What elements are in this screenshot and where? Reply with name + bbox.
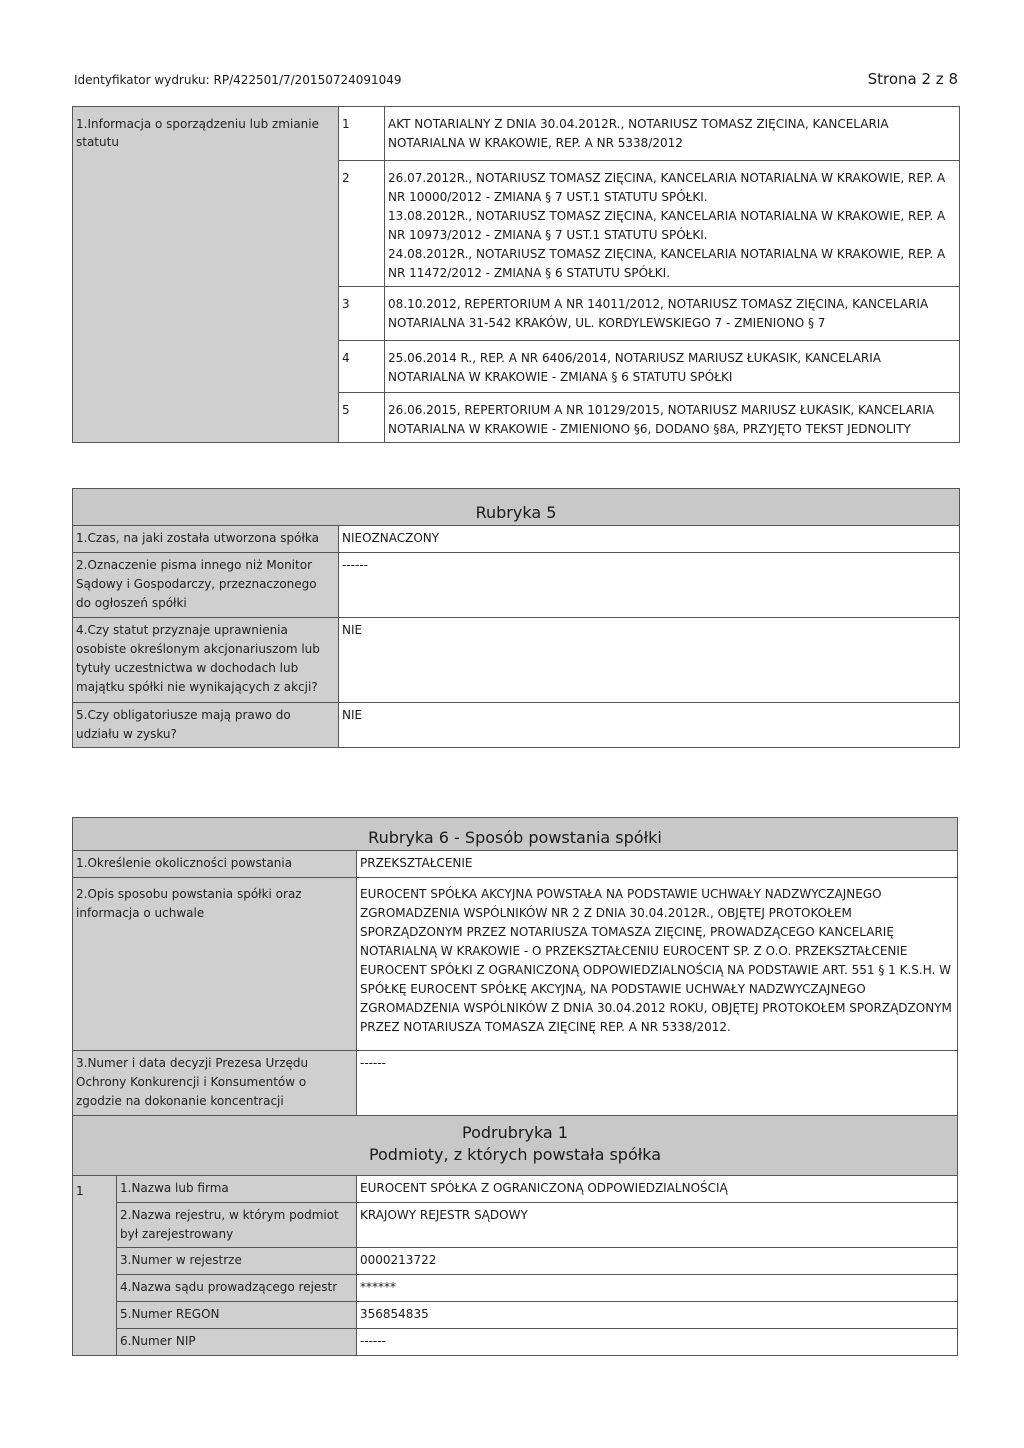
table-row [73, 1329, 958, 1356]
field-label: 3.Numer i data decyzji Prezesa Urzędu Ochrony Konkurencji i Konsumentów o zgodzie na dokonanie koncentracji [73, 1051, 357, 1116]
field-label: 3.Numer w rejestrze [117, 1248, 357, 1275]
field-value: 356854835 [357, 1302, 958, 1329]
field-label: 4.Czy statut przyznaje uprawnienia osobiste określonym akcjonariuszom lub tytuły uczestnictwa w dochodach lub majątku spółki nie wynikających z akcji? [73, 618, 339, 703]
statute-entry [385, 161, 960, 287]
statute-entry [385, 341, 960, 393]
field-value: PRZEKSZTAŁCENIE [357, 851, 958, 878]
table-row [73, 1176, 958, 1203]
table-row [73, 1248, 958, 1275]
field-label: 6.Numer NIP [117, 1329, 357, 1356]
entry-text: 13.08.2012R., NOTARIUSZ TOMASZ ZIĘCINA, KANCELARIA NOTARIALNA W KRAKOWIE, REP. A NR 10973/2012 - ZMIANA § 7 UST.1 STATUTU SPÓŁKI. [388, 209, 946, 242]
entry-text: 08.10.2012, REPERTORIUM A NR 14011/2012, NOTARIUSZ TOMASZ ZIĘCINA, KANCELARIA NOTARIALNA 31-542 KRAKÓW, UL. KORDYLEWSKIEGO 7 - ZMIENIONO § 7 [388, 297, 929, 330]
table-row [73, 1302, 958, 1329]
rubryka-6-table [72, 817, 958, 1356]
field-value: 0000213722 [357, 1248, 958, 1275]
field-value: NIE [339, 618, 960, 703]
subsection-subheading: Podmioty, z których powstała spółka [368, 1145, 662, 1164]
field-value: ------ [357, 1329, 958, 1356]
subsection-heading: Podrubryka 1 [462, 1123, 568, 1142]
entity-number: 1 [73, 1176, 117, 1356]
row-number: 2 [339, 161, 385, 287]
field-value: KRAJOWY REJESTR SĄDOWY [357, 1203, 958, 1248]
field-label: 5.Czy obligatoriusze mają prawo do udziału w zysku? [73, 703, 339, 748]
field-label: 4.Nazwa sądu prowadzącego rejestr [117, 1275, 357, 1302]
entry-text: 26.07.2012R., NOTARIUSZ TOMASZ ZIĘCINA, KANCELARIA NOTARIALNA W KRAKOWIE, REP. A NR 10000/2012 - ZMIANA § 7 UST.1 STATUTU SPÓŁKI. [388, 171, 946, 204]
print-identifier: Identyfikator wydruku: RP/422501/7/20150724091049 [74, 73, 402, 87]
subsection-title-row [73, 1116, 958, 1176]
table-row [73, 851, 958, 878]
field-value: ------ [357, 1051, 958, 1116]
field-value: ****** [357, 1275, 958, 1302]
section-title-row [73, 818, 958, 851]
field-value: ------ [339, 553, 960, 618]
table-row [73, 703, 960, 748]
section-title: Rubryka 6 - Sposób powstania spółki [73, 818, 958, 851]
field-value: EUROCENT SPÓŁKA Z OGRANICZONĄ ODPOWIEDZIALNOŚCIĄ [357, 1176, 958, 1203]
entry-text: 25.06.2014 R., REP. A NR 6406/2014, NOTARIUSZ MARIUSZ ŁUKASIK, KANCELARIA NOTARIALNA W KRAKOWIE - ZMIANA § 6 STATUTU SPÓŁKI [388, 351, 882, 384]
statute-entry [385, 393, 960, 443]
page-number: Strona 2 z 8 [867, 70, 958, 88]
row-number: 4 [339, 341, 385, 393]
field-label: 1.Czas, na jaki została utworzona spółka [73, 526, 339, 553]
table-row [73, 526, 960, 553]
field-label: 5.Numer REGON [117, 1302, 357, 1329]
row-number: 5 [339, 393, 385, 443]
table-row [73, 1275, 958, 1302]
subsection-title [73, 1116, 958, 1176]
field-label: 2.Nazwa rejestru, w którym podmiot był zarejestrowany [117, 1203, 357, 1248]
section-title: Rubryka 5 [73, 489, 960, 526]
entry-text: AKT NOTARIALNY Z DNIA 30.04.2012R., NOTARIUSZ TOMASZ ZIĘCINA, KANCELARIA NOTARIALNA W KRAKOWIE, REP. A NR 5338/2012 [388, 117, 889, 150]
row-number: 3 [339, 287, 385, 341]
entry-text: 26.06.2015, REPERTORIUM A NR 10129/2015, NOTARIUSZ MARIUSZ ŁUKASIK, KANCELARIA NOTARIALNA W KRAKOWIE - ZMIENIONO §6, DODANO §8A, PRZYJĘTO TEKST JEDNOLITY [388, 403, 935, 436]
table-row [73, 1203, 958, 1248]
statute-entry [385, 107, 960, 161]
statute-label: 1.Informacja o sporządzeniu lub zmianie statutu [73, 107, 339, 443]
field-value: NIEOZNACZONY [339, 526, 960, 553]
section-title-row [73, 489, 960, 526]
field-label: 1.Określenie okoliczności powstania [73, 851, 357, 878]
rubryka-5-table [72, 488, 960, 748]
field-value: NIE [339, 703, 960, 748]
row-number: 1 [339, 107, 385, 161]
field-label: 2.Oznaczenie pisma innego niż Monitor Sądowy i Gospodarczy, przeznaczonego do ogłoszeń spółki [73, 553, 339, 618]
table-row [73, 618, 960, 703]
field-value: EUROCENT SPÓŁKA AKCYJNA POWSTAŁA NA PODSTAWIE UCHWAŁY NADZWYCZAJNEGO ZGROMADZENIA WSPÓLNIKÓW NR 2 Z DNIA 30.04.2012R., OBJĘTEJ PROTOKOŁEM SPORZĄDZONYM PRZEZ NOTARIUSZA TOMASZA ZIĘCINĘ, PROWADZĄCEGO KANCELARIĘ NOTARIALNĄ W KRAKOWIE - O PRZEKSZTAŁCENIU EUROCENT SP. Z O.O. PRZEKSZTAŁCENIE EUROCENT SPÓŁKI Z OGRANICZONĄ ODPOWIEDZIALNOŚCIĄ NA PODSTAWIE ART. 551 § 1 K.S.H. W SPÓŁKĘ EUROCENT SPÓŁKĘ AKCYJNĄ, NA PODSTAWIE UCHWAŁY NADZWYCZAJNEGO ZGROMADZENIA WSPÓLNIKÓW Z DNIA 30.04.2012 ROKU, OBJĘTEJ PROTOKOŁEM SPORZĄDZONYM PRZEZ NOTARIUSZA TOMASZA ZIĘCINĘ REP. A NR 5338/2012. [357, 878, 958, 1051]
statute-table [72, 106, 960, 443]
statute-entry [385, 287, 960, 341]
table-row [73, 878, 958, 1051]
entry-text: 24.08.2012R., NOTARIUSZ TOMASZ ZIĘCINA, KANCELARIA NOTARIALNA W KRAKOWIE, REP. A NR 11472/2012 - ZMIANA § 6 STATUTU SPÓŁKI. [388, 247, 946, 280]
page-header [74, 70, 958, 94]
field-label: 1.Nazwa lub firma [117, 1176, 357, 1203]
table-row [73, 107, 960, 161]
table-row [73, 553, 960, 618]
field-label: 2.Opis sposobu powstania spółki oraz informacja o uchwale [73, 878, 357, 1051]
table-row [73, 1051, 958, 1116]
